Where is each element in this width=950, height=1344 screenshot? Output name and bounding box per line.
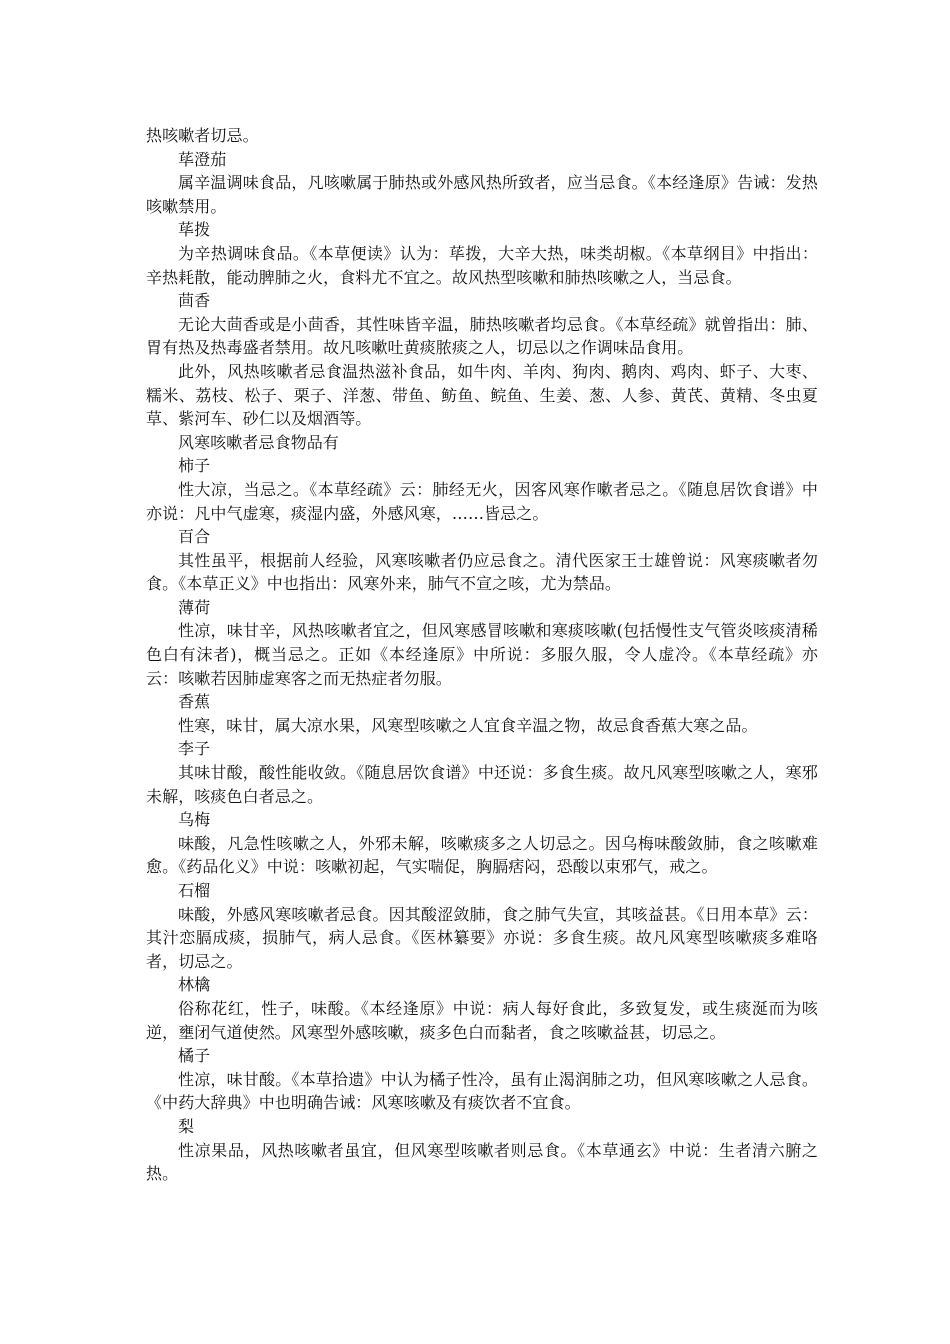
section-heading: 石榴 bbox=[178, 881, 211, 900]
body-paragraph: 为辛热调味食品。《本草便读》认为：荜拨，大辛大热，味类胡椒。《本草纲目》中指出：辛热耗散，能动脾肺之火，食料尤不宜之。故风热型咳嗽和肺热咳嗽之人，当忌食。 bbox=[146, 243, 818, 287]
section-heading: 薄荷 bbox=[178, 597, 211, 617]
section-heading: 风寒咳嗽者忌食物品有 bbox=[178, 432, 340, 452]
body-paragraph: 味酸，外感风寒咳嗽者忌食。因其酸涩敛肺，食之肺气失宣，其咳益甚。《日用本草》云：其汁恋膈成痰，损肺气，病人忌食。《医林纂要》亦说：多食生痰。故凡风寒型咳嗽痰多难咯者，切忌之。 bbox=[146, 904, 818, 971]
body-paragraph: 属辛温调味食品，凡咳嗽属于肺热或外感风热所致者，应当忌食。《本经逢原》告诫：发热咳嗽禁用。 bbox=[146, 173, 818, 216]
body-paragraph: 其性虽平，根据前人经验，风寒咳嗽者仍应忌食之。清代医家王士雄曾说：风寒痰嗽者勿食。《本草正义》中也指出：风寒外来，肺气不宣之咳，尤为禁品。 bbox=[146, 550, 818, 594]
section-heading: 梨 bbox=[178, 1116, 195, 1136]
body-paragraph: 性凉，味甘酸。《本草拾遗》中认为橘子性冷，虽有止渴润肺之功，但风寒咳嗽之人忌食。《中药大辞典》中也明确告诫：风寒咳嗽及有痰饮者不宜食。 bbox=[146, 1069, 818, 1113]
section-heading: 橘子 bbox=[178, 1046, 211, 1066]
body-paragraph: 性大凉，当忌之。《本草经疏》云：肺经无火，因客风寒作嗽者忌之。《随息居饮食谱》中亦说：凡中气虚寒，痰湿内盛，外感风寒，……皆忌之。 bbox=[146, 479, 818, 523]
section-heading: 茴香 bbox=[178, 291, 211, 311]
body-paragraph: 热咳嗽者切忌。 bbox=[146, 126, 259, 145]
section-heading: 荜拨 bbox=[178, 220, 211, 240]
document-body bbox=[146, 124, 818, 1186]
body-paragraph: 俗称花红，性子，味酸。《本经逢原》中说：病人每好食此，多致复发，或生痰涎而为咳逆，壅闭气道使然。风寒型外感咳嗽，痰多色白而黏者，食之咳嗽益甚，切忌之。 bbox=[146, 998, 818, 1042]
section-heading: 林檎 bbox=[178, 975, 211, 995]
body-paragraph: 性凉果品，风热咳嗽者虽宜，但风寒型咳嗽者则忌食。《本草通玄》中说：生者清六腑之热。 bbox=[146, 1140, 818, 1184]
body-paragraph: 其味甘酸，酸性能收敛。《随息居饮食谱》中还说：多食生痰。故凡风寒型咳嗽之人，寒邪未解，咳痰色白者忌之。 bbox=[146, 763, 818, 806]
section-heading: 香蕉 bbox=[178, 692, 211, 712]
body-paragraph: 性凉，味甘辛，风热咳嗽者宜之，但风寒感冒咳嗽和寒痰咳嗽(包括慢性支气管炎咳痰清稀色白有沫者)，概当忌之。正如《本经逢原》中所说：多服久服，令人虚冷。《本草经疏》亦云：咳嗽若因肺虚寒客之而无热症者勿服。 bbox=[146, 621, 818, 688]
body-paragraph: 性寒，味甘，属大凉水果，风寒型咳嗽之人宜食辛温之物，故忌食香蕉大寒之品。 bbox=[178, 715, 758, 735]
section-heading: 乌梅 bbox=[178, 810, 211, 830]
body-paragraph: 味酸，凡急性咳嗽之人，外邪未解，咳嗽痰多之人切忌之。因乌梅味酸敛肺，食之咳嗽难愈。《药品化义》中说：咳嗽初起，气实喘促，胸膈痞闷，恐酸以束邪气，戒之。 bbox=[146, 833, 818, 877]
section-heading: 柿子 bbox=[178, 456, 211, 476]
section-heading: 荜澄茄 bbox=[178, 149, 227, 169]
section-heading: 百合 bbox=[178, 527, 211, 547]
body-paragraph: 此外，风热咳嗽者忌食温热滋补食品，如牛肉、羊肉、狗肉、鹅肉、鸡肉、虾子、大枣、糯米、荔枝、松子、栗子、洋葱、带鱼、鲂鱼、鲩鱼、生姜、葱、人参、黄芪、黄精、冬虫夏草、紫河车、砂仁以及烟酒等。 bbox=[146, 361, 818, 429]
section-heading: 李子 bbox=[178, 739, 211, 759]
body-paragraph: 无论大茴香或是小茴香，其性味皆辛温，肺热咳嗽者均忌食。《本草经疏》就曾指出：肺、胃有热及热毒盛者禁用。故凡咳嗽吐黄痰脓痰之人，切忌以之作调味品食用。 bbox=[146, 314, 818, 358]
